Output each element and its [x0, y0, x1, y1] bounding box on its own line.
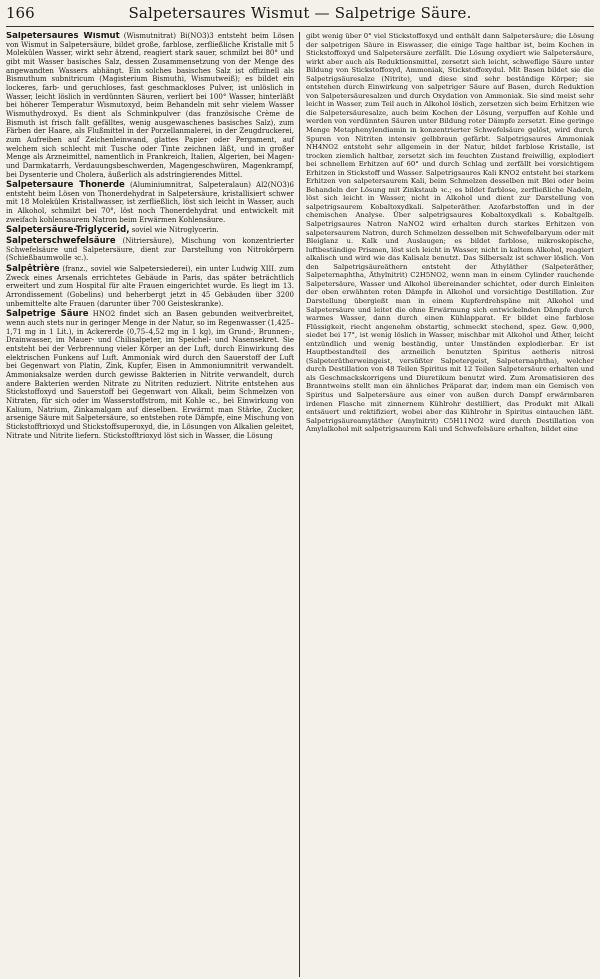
entry-text: gibt wenig über 0° viel Stickstoffoxyd und enthält dann Salpetersäure; die Lösung der salpetrigen Säure in Eiswasser, die einige Tage haltbar ist, beim Kochen in Stickstoffoxyd und Salpetersäure zerfällt. Die Lösung oxydiert wie Salpetersäure, wirkt aber auch als Reduktionsmittel, zersetzt sich leicht, schweflige Säure unter Bildung von Stickstoffoxyd, Ammoniak, Stickstoffoxydul. Mit Basen bildet sie die Salpetrigsäuresalze (Nitrite), und diese sind sehr beständige Körper; sie entstehen durch Einwirkung von salpetriger Säure auf Basen, durch Reduktion von Salpetersäuresalzen und durch Oxydation von Ammoniak. Sie sind meist sehr leicht in Wasser, zum Teil auch in Alkohol löslich, zersetzen sich beim Erhitzen wie die Salpetersäuresalze, auch beim Kochen der Lösung, verpuffen auf Kohle und werden von verdünnten Säuren unter Bildung roter Dämpfe zersetzt. Eine geringe Menge Metaphenylendiamin in konzentrierter Schwefelsäure gelöst, wird durch Spuren von Nitriten intensiv gelbbraun gefärbt. Salpetrigsaures Ammoniak NH4NO2 entsteht sehr allgemein in der Natur, bildet farblose Kristalle, ist trocken ziemlich haltbar, zersetzt sich im feuchten Zustand freiwillig, explodiert bei schnellem Erhitzen auf 60° und durch Schlag und zerfällt bei vorsichtigem Erhitzen in Stickstoff und Wasser. Salpetrigsaures Kali KNO2 entsteht bei starkem Erhitzen von salpetersaurem Kali, beim Schmelzen desselben mit Blei oder beim Behandeln der Lösung mit Zinkstaub ꝛc.; es bildet farblose, zerfließliche Nadeln, löst sich leicht in Wasser, nicht in Alkohol und dient zur Darstellung von salpetrigsaurem Kobaltoxydkali. Salpeteräther. Azofarbstoffen und in der chemischen Analyse. Über salpetrigsaures Kobaltoxydkali s. Kobaltgelb. Salpetrigsaures Natron NaNO2 wird erhalten durch starkes Erhitzen von salpetersaurem Natron, durch Schmelzen desselben mit Schwefelbaryum oder mit Bleiglanz u. Kalk und Auslaugen; es bildet farblose, mikroskopische, luftbeständige Prismen, löst sich leicht in Wasser, nicht in kaltem Alkohol, reagiert alkalisch und wird wie das Kalisalz benutzt. Das Silbersalz ist schwer löslich. Von den Salpetrigsäureäthern entsteht der Äthyläther (Salpeteräther, Salpeternaphtha, Äthylnitrit) C2H5NO2, wenn man in einem Cylinder rauchende Salpetersäure, Wasser und Alkohol übereinander schichtet, oder durch Einleiten der oben erwähnten roten Dämpfe in Alkohol und vorsichtige Destillation. Zur Darstellung übergießt man in einem Kupferdrehspäne mit Alkohol und Salpetersäure und leitet die ohne Erwärmung sich entwickelnden Dämpfe durch warmes Wasser, dann durch einen Kühlapparat. Er bildet eine farblose Flüssigkeit, riecht angenehm obstartig, schmeckt stechend, spez. Gew. 0,900, siedet bei 17°, ist wenig löslich in Wasser, mischbar mit Alkohol und Äther, leicht entzündlich und wenig beständig, unter Umständen explodierbar. Er ist Hauptbestandteil des arzneilich benutzten Spiritus aetheris nitrosi (Salpeterätherweingeist, versüßter Salpetergeist, Salpeternaphtha), welcher durch Destillation von 48 Teilen Spiritus mit 12 Teilen Salpetersäure erhalten und als Geschmackskorrigens und Diuretikum benutzt wird. Zum Aromatisieren des Branntweins stellt man ein ähnliches Präparat dar, indem man ein Gemisch von Spiritus und Salpetersäure aus einer von außen durch Dampf erwärmbaren irdenen Flasche mit zinnernem Kühlrohr destilliert, das Produkt mit Alkali entsäuert und rektifiziert, wobei aber das Kühlrohr in Spiritus eintauchen läßt. Salpetrigsäureamyläther (Amylnitrit) C5H11NO2 wird durch Destillation von Amylalkohol mit salpetrigsaurem Kali und Schwefelsäure erhalten, bildet eine	[306, 32, 594, 434]
entry-salpetersaures-wismut	[6, 32, 294, 179]
left-column	[6, 32, 300, 977]
entry-text: (franz., soviel wie Salpetersiederei), ein unter Ludwig XIII. zum Zweck eines Arsenals errichtetes Gebäude in Paris, das später beträchtlich erweitert und zum Hospital für alte Frauen eingerichtet wurde. Es liegt im 13. Arrondissement (Gobelins) und beherbergt jetzt in 45 Gebäuden über 3200 unbemittelte alte Frauen (darunter über 700 Geisteskranke).	[6, 265, 294, 308]
entry-salpetriere	[6, 265, 294, 308]
entry-salpeterschwefelsaeure	[6, 237, 294, 263]
entry-text: (Wismutnitrat) Bi(NO3)3 entsteht beim Lösen von Wismut in Salpetersäure, bildet große, farblose, zerfließliche Kristalle mit 5 Molekülen Wasser, wirkt sehr ätzend, reagiert stark sauer, schmilzt bei 80° und gibt mit Wasser basisches Salz, dessen Zusammensetzung von der Menge des angewandten Wassers abhängt. Ein solches basisches Salz ist offizinell als Bismuthum subnitricum (Magisterium Bismuthi, Wismutweiß); es bildet ein lockeres, farb- und geruchloses, fast geschmackloses Pulver, ist unlöslich in Wasser, leicht löslich in verdünnten Säuren, verliert bei 100° Wasser, hinterläßt bei höherer Temperatur Wismutoxyd, beim Behandeln mit sehr vielem Wasser Wismuthydroxyd. Es dient als Schminkpulver (das französische Crème de Bismuth ist frisch fallt gefälltes, wenig ausgewaschenes basisches Salz), zum Färben der Haare, als Flußmittel in der Porzellanmalerei, in der Zeugdruckerei, zum Aufreiben auf Zeichenleinwand, glattes Papier oder Pergament, auf welchem sich schlecht mit Tusche oder Tinte zeichnen läßt, und in großer Menge als Arzneimittel, namentlich in Frankreich, Italien, Algerien, bei Magen- und Darmkatarrh, Verdauungsbeschwerden, Magengeschwüren, Magenkrampf, bei Dysenterie und Cholera, äußerlich als adstringierendes Mittel.	[6, 32, 294, 179]
entry-text: soviel wie Nitroglycerin.	[131, 226, 219, 235]
entry-salpetrige-saeure	[6, 310, 294, 440]
page-number: 166	[6, 4, 35, 22]
page-header	[6, 4, 594, 27]
headword: Salpetrige Säure	[6, 309, 89, 320]
entry-salpetrige-saeure-continued	[306, 32, 594, 434]
headword: Salpêtrière	[6, 264, 60, 275]
entry-text: HNO2 findet sich an Basen gebunden weitverbreitet, wenn auch stets nur in geringer Menge in der Natur, so im Regenwasser (1,425–1,71 mg in 1 Lit.), in Ackererde (0,75–4,52 mg in 1 kg), im Grund-, Brunnen-, Drainwasser, im Mauer- und Chilisalpeter, im Speichel- und Nasensekret. Sie entsteht bei der Verbrennung vieler Körper an der Luft, durch Einwirkung des elektrischen Funkens auf Luft. Ammoniak wird durch den Sauerstoff der Luft bei Gegenwart von Platin, Zink, Kupfer, Eisen in Ammoniumnitrit verwandelt. Ammoniaksalze werden durch gewisse Bakterien in Nitrite verwandelt, durch andere Bakterien werden Nitrate zu Nitriten reduziert. Nitrite entstehen aus Stickstoffoxyd und Sauerstoff bei Gegenwart von Alkali, beim Schmelzen von Nitraten, für sich oder im Wasserstoffstrom, mit Kohle ꝛc., bei Einwirkung von Kalium, Natrium, Zinkamalgam auf dieselben. Erwärmt man Stärke, Zucker, arsenige Säure mit Salpetersäure, so entstehen rote Dämpfe, eine Mischung von Stickstofftrioxyd und Stickstoffsuperoxyd, die, in Lösungen von Alkalien geleitet, Nitrate und Nitrite liefern. Stickstofftrioxyd löst sich in Wasser, die Lösung	[6, 310, 294, 440]
headword: Salpetersäure-Triglycerid,	[6, 225, 130, 236]
entry-text: (Nitriersäure), Mischung von konzentrierter Schwefelsäure und Salpetersäure, dient zur Darstellung von Nitrokörpern (Schießbaumwolle ꝛc.).	[6, 237, 294, 263]
entry-text: (Aluminiumnitrat, Salpeteralaun) Al2(NO3)6 entsteht beim Lösen von Thonerdehydrat in Salpetersäure, kristallisiert schwer mit 18 Molekülen Kristallwasser, ist zerfließlich, löst sich leicht in Wasser, auch in Alkohol, schmilzt bei 70°, löst noch Thonerdehydrat und entwickelt mit zweifach kohlensaurem Natron beim Erwärmen Kohlensäure.	[6, 181, 294, 224]
headword: Salpetersaures Wismut	[6, 32, 120, 41]
running-title: Salpetersaures Wismut — Salpetrige Säure.	[128, 4, 472, 22]
headword: Salpetersaure Thonerde	[6, 180, 125, 191]
text-columns	[6, 32, 594, 977]
entry-salpetersaure-thonerde	[6, 181, 294, 224]
entry-salpetersaeure-triglycerid	[6, 226, 294, 235]
headword: Salpeterschwefelsäure	[6, 236, 116, 247]
right-column	[306, 32, 594, 977]
